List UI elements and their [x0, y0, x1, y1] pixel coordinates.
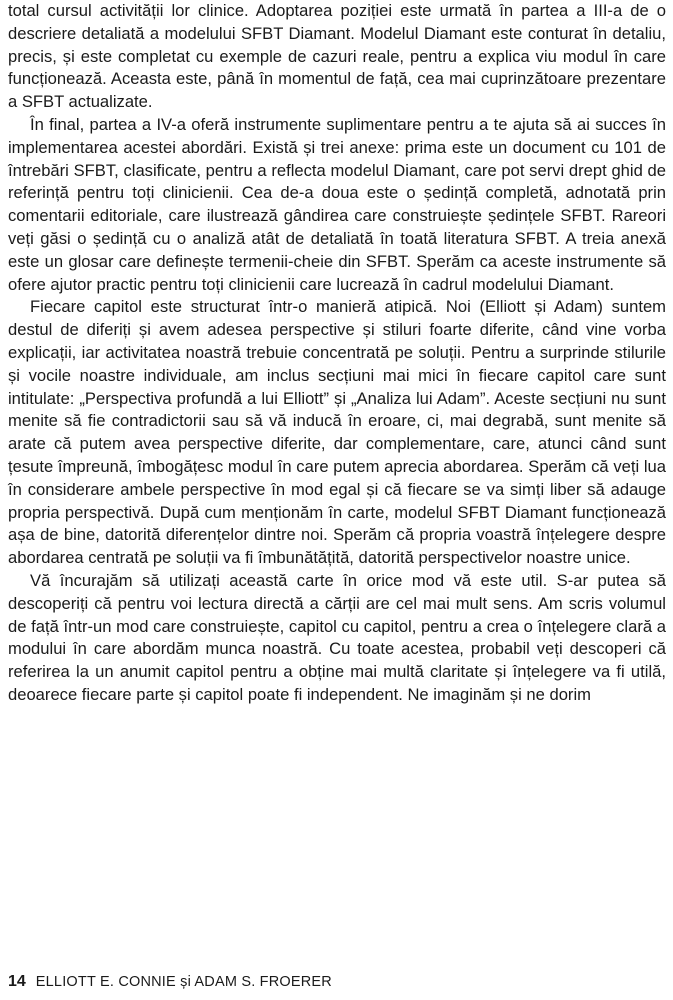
book-page [8, 0, 666, 1000]
page-footer [8, 973, 332, 997]
page-number: 14 [8, 973, 26, 990]
paragraph-how-to-use: Vă încurajăm să utilizați această carte în orice mod vă este util. S-ar putea să descoperiți că pentru voi lectura directă a cărții are cel mai mult sens. Am scris volumul de față într-un mod care construiește, capitol cu capitol, pentru a crea o înțelegere clară a modului în care abordăm munca noastră. Cu toate acestea, probabil veți descoperi că referirea la un anumit capitol pentru a obține mai multă claritate și înțelegere va fi utilă, deoarece fiecare parte și capitol poate fi independent. Ne imaginăm și ne dorim [8, 570, 666, 704]
paragraph-part-four: În final, partea a IV-a oferă instrumente suplimentare pentru a te ajuta să ai succes în implementarea acestei abordări. Există și trei anexe: prima este un document cu 101 de întrebări SFBT, clasificate, pentru a reflecta modelul Diamant, care pot servi drept ghid de referință pentru toți clinicienii. Cea de-a doua este o ședință completă, adnotată prin comentarii editoriale, care ilustrează gândirea care construiește ședințele SFBT. Rareori veți găsi o ședință cu o analiză atât de detaliată în toată literatura SFBT. A treia anexă este un glosar care definește termenii-cheie din SFBT. Sperăm ca aceste instrumente să ofere ajutor practic pentru toți clinicienii care lucrează în cadrul modelului Diamant. [8, 114, 666, 294]
paragraph-chapter-structure: Fiecare capitol este structurat într-o manieră atipică. Noi (Elliott și Adam) suntem destul de diferiți și avem adesea perspective și stiluri foarte diferite, când vine vorba explicații, iar activitatea noastră trebuie concentrată pe soluții. Pentru a surprinde stilurile și vocile noastre individuale, am inclus secțiuni mai mici în fiecare capitol care sunt intitulate: „Perspectiva profundă a lui Elliott” și „Analiza lui Adam”. Aceste secțiuni nu sunt menite să fie contradictorii sau să vă inducă în eroare, ci, mai degrabă, sunt menite să arate că putem avea perspective diferite, dar complementare, care, atunci când sunt țesute împreună, îmbogățesc modul în care putem aprecia abordarea. Sperăm că veți lua în considerare ambele perspective în mod egal și că fiecare se va simți liber să adauge propria perspectivă. După cum menționăm în carte, modelul SFBT Diamant funcționează așa de bine, datorită diferențelor dintre noi. Sperăm că propria voastră înțelegere despre abordarea centrată pe soluții va fi îmbunătățită, datorită perspectivelor noastre unice. [8, 297, 666, 568]
running-head-authors: ELLIOTT E. CONNIE și ADAM S. FROERER [35, 974, 332, 990]
body-text [8, 0, 666, 707]
paragraph-continuation: total cursul activității lor clinice. Adoptarea poziției este urmată în partea a III-a de o descriere detaliată a modelului SFBT Diamant. Modelul Diamant este conturat în detaliu, precis, și este completat cu exemple de cazuri reale, pentru a explica viu modul în care funcționează. Aceasta este, până în momentul de față, cea mai cuprinzătoare prezentare a SFBT actualizate. [8, 1, 666, 112]
